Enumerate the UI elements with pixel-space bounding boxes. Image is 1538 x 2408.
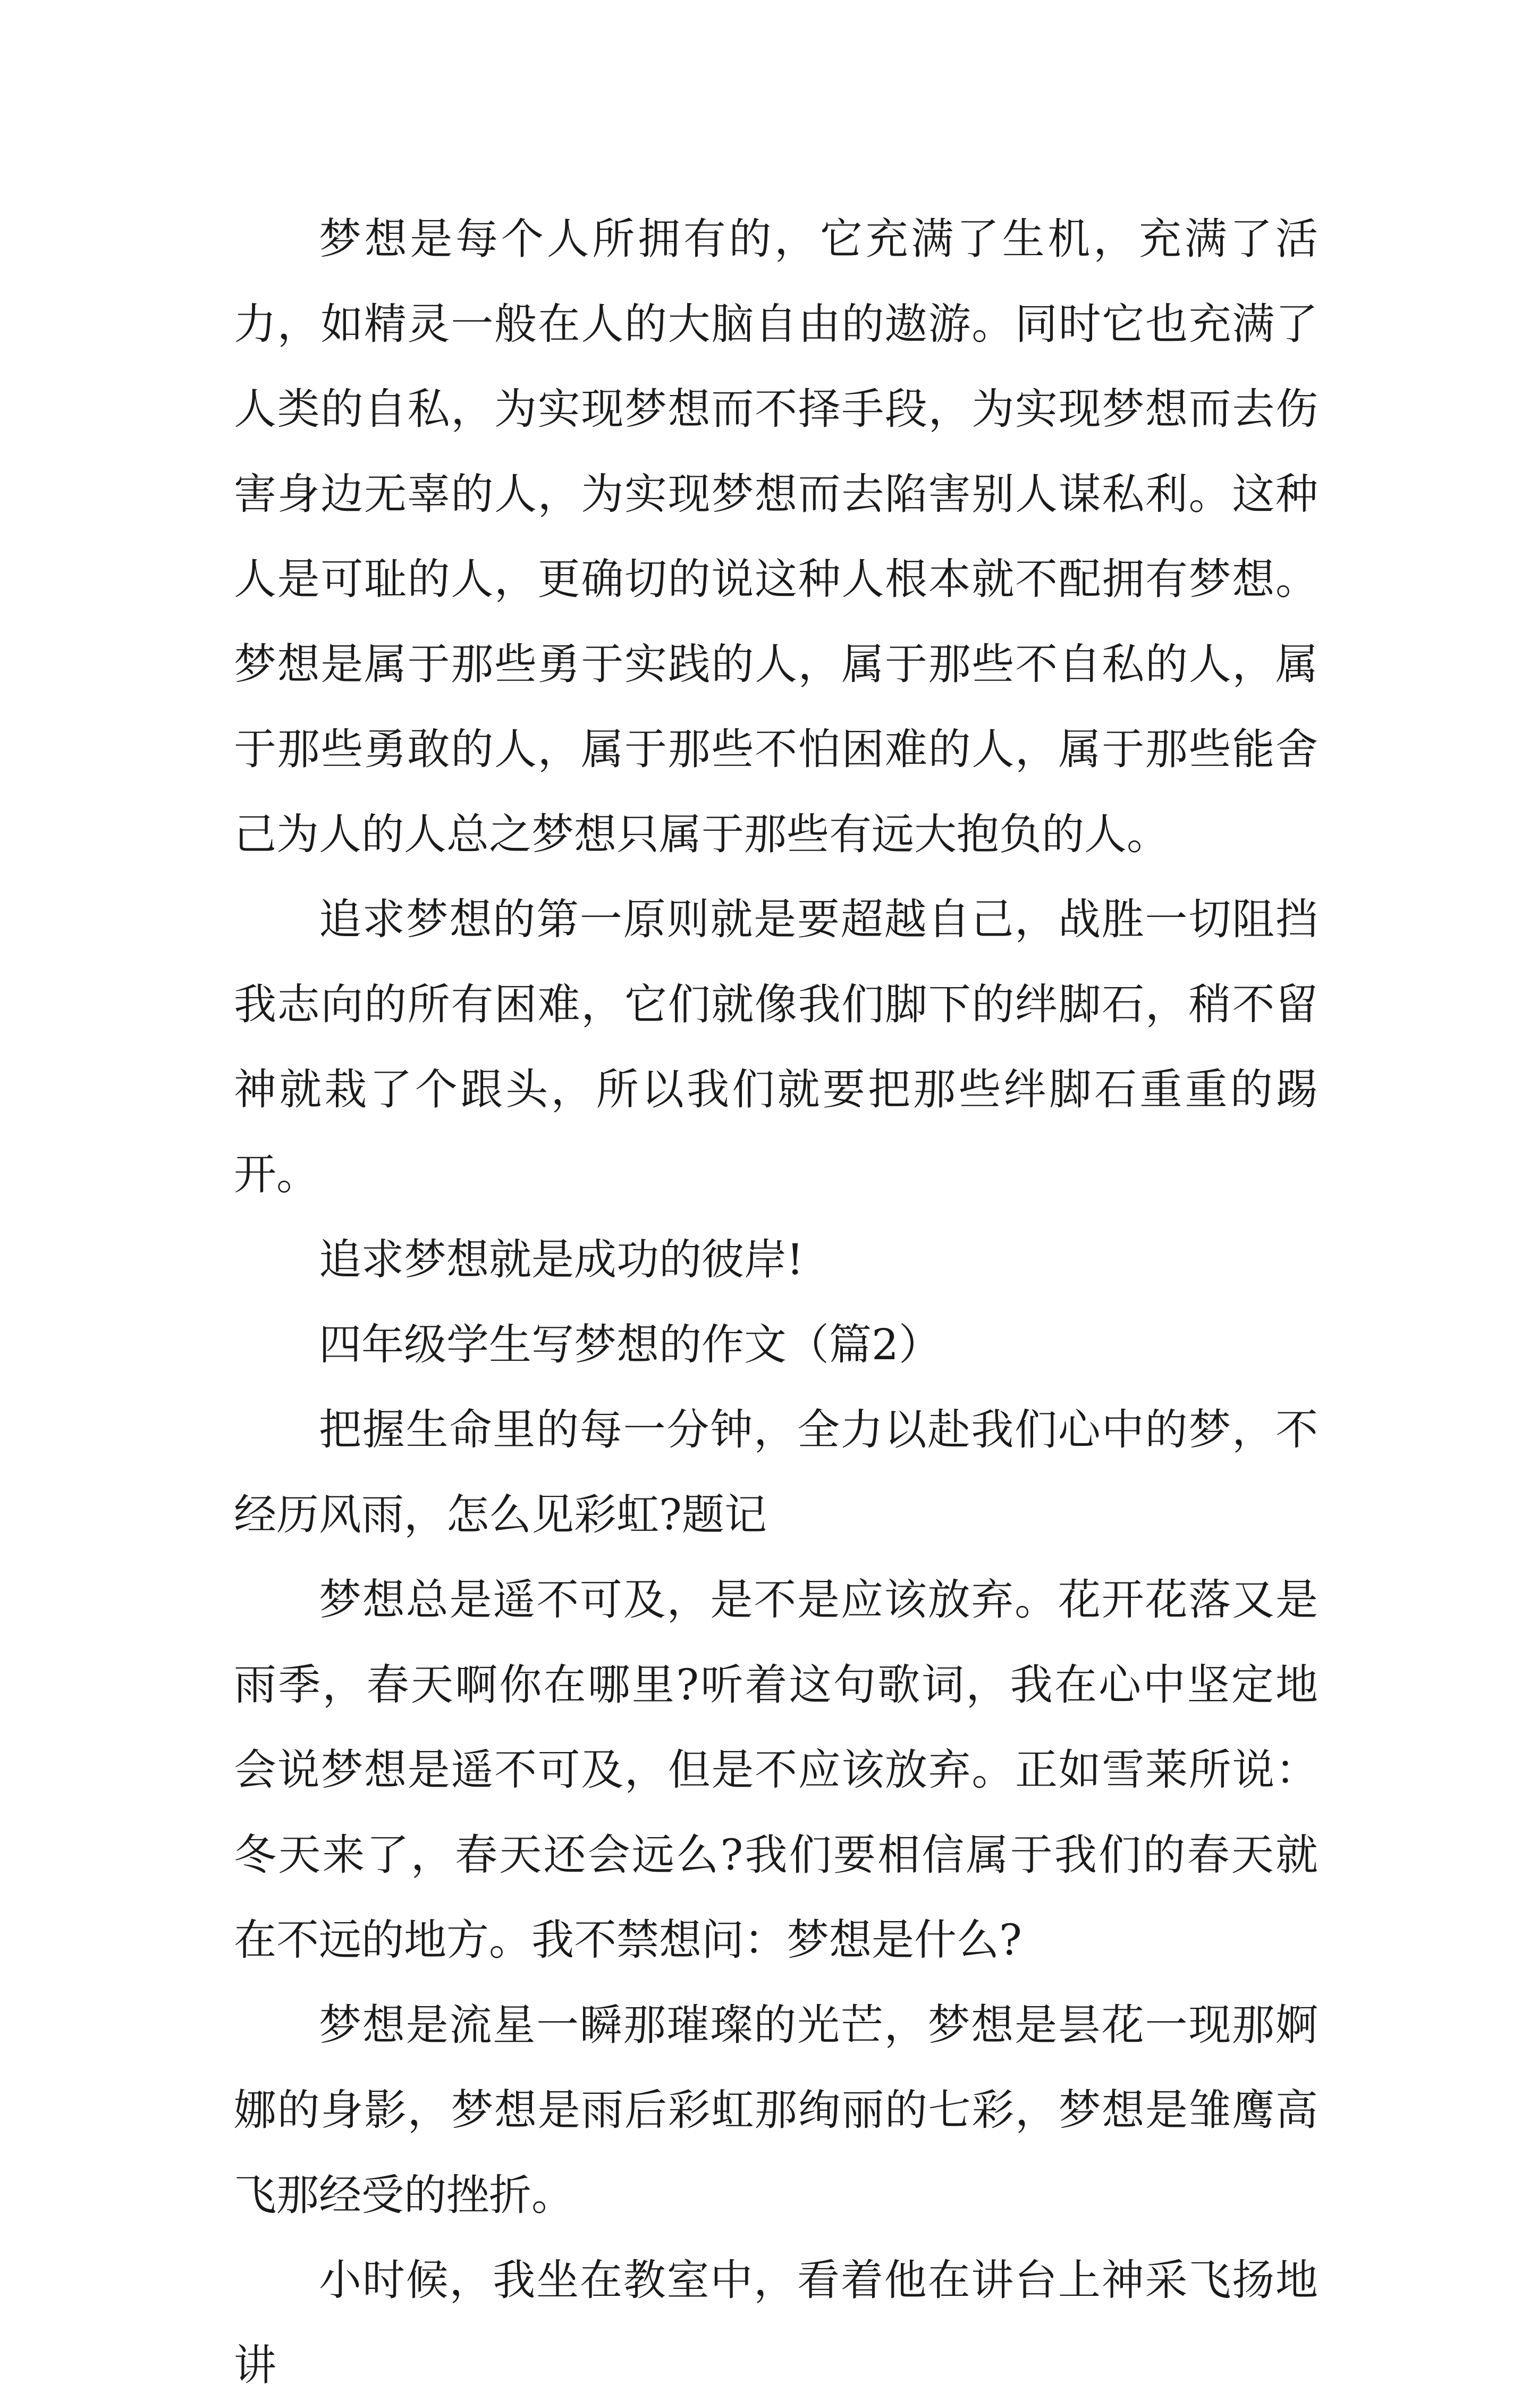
paragraph-1: 梦想是每个人所拥有的，它充满了生机，充满了活力，如精灵一般在人的大脑自由的遨游。同时它也充满了人类的自私，为实现梦想而不择手段，为实现梦想而去伤害身边无辜的人，为实现梦想而去陷害别人谋私利。这种人是可耻的人，更确切的说这种人根本就不配拥有梦想。梦想是属于那些勇于实践的人，属于那些不自私的人，属于那些勇敢的人，属于那些不怕困难的人，属于那些能舍己为人的人总之梦想只属于那些有远大抱负的人。	[234, 214, 1318, 859]
section-heading: 四年级学生写梦想的作文（篇2）	[319, 1320, 941, 1369]
paragraph-2: 追求梦想的第一原则就是要超越自己，战胜一切阻挡我志向的所有困难，它们就像我们脚下的绊脚石，稍不留神就栽了个跟头，所以我们就要把那些绊脚石重重的踢开。	[234, 895, 1318, 1199]
document-body	[234, 197, 1318, 2408]
paragraph-3: 追求梦想就是成功的彼岸!	[319, 1235, 804, 1284]
paragraph-7: 小时候，我坐在教室中，看着他在讲台上神采飞扬地讲	[234, 2255, 1318, 2390]
paragraph-4: 把握生命里的每一分钟，全力以赴我们心中的梦，不经历风雨，怎么见彩虹?题记	[234, 1405, 1318, 1539]
paragraph-5: 梦想总是遥不可及，是不是应该放弃。花开花落又是雨季，春天啊你在哪里?听着这句歌词，我在心中坚定地会说梦想是遥不可及，但是不应该放弃。正如雪莱所说：冬天来了，春天还会远么?我们要相信属于我们的春天就在不远的地方。我不禁想问：梦想是什么?	[234, 1575, 1318, 1965]
paragraph-6: 梦想是流星一瞬那璀璨的光芒，梦想是昙花一现那婀娜的身影，梦想是雨后彩虹那绚丽的七彩，梦想是雏鹰高飞那经受的挫折。	[234, 2000, 1318, 2220]
